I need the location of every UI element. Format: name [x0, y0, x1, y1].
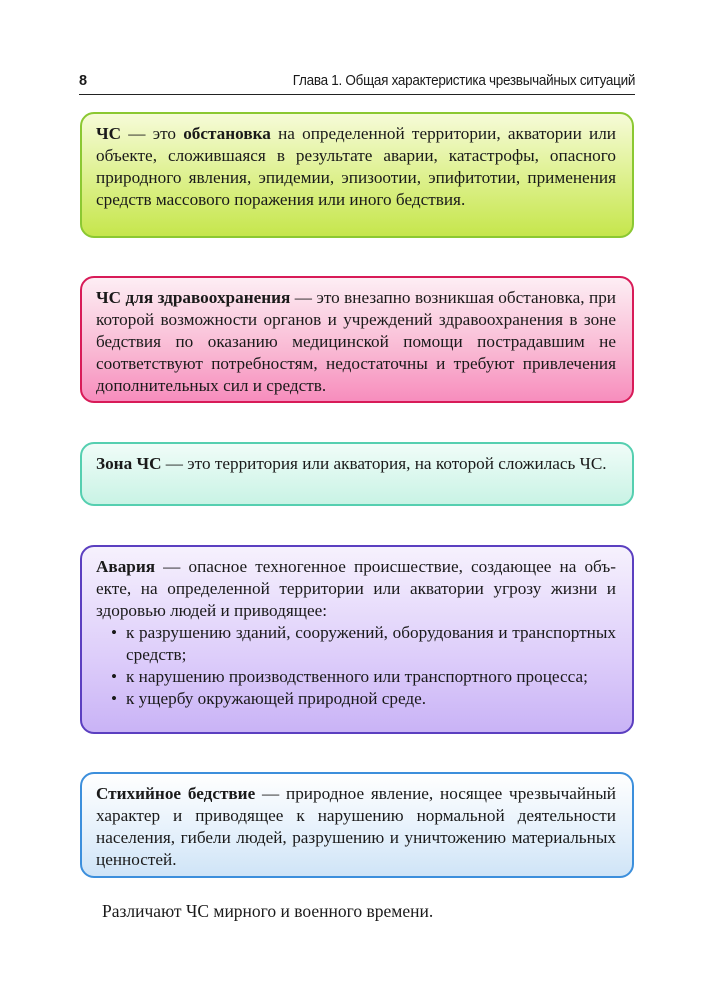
- term-accident: Авария: [96, 557, 156, 576]
- chapter-title: Глава 1. Общая характеристика чрезвычайных ситуаций: [292, 73, 635, 89]
- list-item: • к разрушению зданий, сооружений, оборудования и транспортных средств;: [126, 622, 616, 666]
- definition-box-natural-disaster: [80, 772, 634, 878]
- definition-text: на определенной территории, акватории или объекте, сложившаяся в результате аварии, катастрофы, опасного природного явления, эпидемии, эпизоотии, эпифитотии, применения средств массового поражения или иного бедствия.: [96, 124, 616, 209]
- term-healthcare-emergency: ЧС для здравоохранения: [96, 288, 291, 307]
- page-number: 8: [79, 73, 88, 89]
- definition-text: — природное явление, носящее чрезвычайный характер и приводящее к нарушению нормальной деятельности населения, гибели людей, разрушению и уничтожению материальных ценностей.: [96, 784, 616, 869]
- list-item: • к нарушению производственного или транспортного процесса;: [126, 666, 616, 688]
- definition-text: — это: [121, 124, 184, 143]
- definition-box-healthcare-emergency: [80, 276, 634, 403]
- term-natural-disaster: Стихийное бедствие: [96, 784, 256, 803]
- definition-text: — это внезапно возникшая обстановка, при которой возможности органов и учреждений здравоохранения в зоне бедствия по оказанию медицинской помощи пострадавшим не соответствуют потребностям, недостаточны и требуют привлечения дополнительных сил и средств.: [96, 288, 616, 395]
- definition-box-accident: [80, 545, 634, 734]
- consequences-list: [96, 622, 616, 710]
- definition-text: — это территория или акватория, на которой сложилась ЧС.: [161, 454, 607, 473]
- term-emergency: ЧС: [96, 124, 122, 143]
- term-situation: обстановка: [183, 124, 271, 143]
- definition-text: — опасное техногенное происшествие, создающее на объекте, на определенной территории или акватории угрозу жизни и здоровью людей и приводящее:: [96, 557, 616, 620]
- definition-box-emergency-zone: [80, 442, 634, 506]
- term-emergency-zone: Зона ЧС: [96, 454, 162, 473]
- body-paragraph: Различают ЧС мирного и военного времени.: [102, 901, 434, 921]
- list-item: • к ущербу окружающей природной среде.: [126, 688, 616, 710]
- page-header: [79, 72, 635, 95]
- definition-box-emergency: [80, 112, 634, 238]
